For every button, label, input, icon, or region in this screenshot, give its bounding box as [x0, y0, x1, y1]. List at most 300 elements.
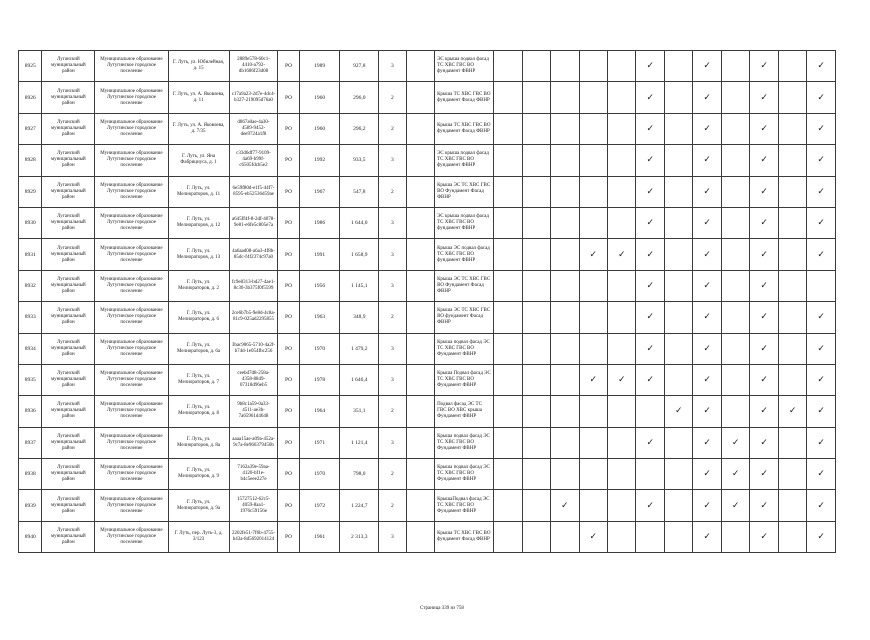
empty-check-cell	[522, 521, 550, 552]
empty-cell	[406, 239, 434, 270]
district-cell: Луганский муниципальный район	[42, 490, 95, 521]
empty-check-cell	[608, 176, 636, 207]
empty-check-cell	[551, 302, 579, 333]
address-cell: Г. Луть, ул. Мелиораторов, д. 11	[168, 176, 229, 207]
empty-check-cell	[778, 207, 806, 238]
empty-check-cell	[579, 207, 607, 238]
checkmark-icon: ✓	[750, 302, 778, 333]
empty-cell	[406, 176, 434, 207]
checkmark-icon: ✓	[636, 207, 664, 238]
empty-check-cell	[551, 270, 579, 301]
empty-check-cell	[579, 113, 607, 144]
checkmark-icon: ✓	[750, 145, 778, 176]
table-row	[19, 427, 836, 458]
address-cell: Г. Луть, ул. Юбилейная, д. 15	[168, 51, 229, 82]
checkmark-icon: ✓	[807, 364, 836, 395]
form-cell: РО	[278, 145, 299, 176]
guid-cell: 7162a39e-59aa-4120-bf1e-b4c5eee227e	[229, 459, 278, 490]
checkmark-icon: ✓	[750, 270, 778, 301]
empty-check-cell	[608, 427, 636, 458]
checkmark-icon: ✓	[693, 333, 721, 364]
empty-check-cell	[551, 521, 579, 552]
form-cell: РО	[278, 207, 299, 238]
address-cell: Г. Луть, ул. Мелиораторов, д. 12	[168, 207, 229, 238]
row-number: 8937	[19, 427, 42, 458]
empty-check-cell	[522, 82, 550, 113]
empty-check-cell	[608, 145, 636, 176]
floors-cell: 3	[379, 145, 406, 176]
form-cell: РО	[278, 521, 299, 552]
empty-check-cell	[721, 51, 749, 82]
checkmark-icon: ✓	[693, 145, 721, 176]
empty-check-cell	[579, 333, 607, 364]
empty-check-cell	[494, 207, 522, 238]
empty-check-cell	[522, 459, 550, 490]
works-cell: ЭС крыша подвал фасад ТС ХВС ГВС ВО фундамент ФВНР	[435, 51, 494, 82]
empty-check-cell	[608, 82, 636, 113]
checkmark-icon: ✓	[579, 521, 607, 552]
empty-check-cell	[494, 145, 522, 176]
works-cell: Крыша ТС ХВС ГВС ВО фундамент Фасад ФВНР	[435, 82, 494, 113]
empty-check-cell	[608, 302, 636, 333]
checkmark-icon: ✓	[750, 176, 778, 207]
works-cell: КрышаПодвал фасад ЭС ТС ХВС ГВС ВО Фундамент ФВНР	[435, 490, 494, 521]
checkmark-icon: ✓	[636, 427, 664, 458]
year-cell: 1978	[299, 364, 340, 395]
empty-check-cell	[721, 302, 749, 333]
empty-check-cell	[721, 239, 749, 270]
empty-check-cell	[664, 302, 692, 333]
checkmark-icon: ✓	[807, 176, 836, 207]
checkmark-icon: ✓	[636, 490, 664, 521]
empty-cell	[406, 207, 434, 238]
guid-cell: 4a6aad08-a6a3-4f8b-85dc-f4f2374c97a0	[229, 239, 278, 270]
checkmark-icon: ✓	[807, 396, 836, 427]
empty-check-cell	[664, 459, 692, 490]
empty-check-cell	[494, 302, 522, 333]
settlement-cell: Муниципальное образование Лутугинское городское поселение	[95, 521, 168, 552]
empty-check-cell	[551, 239, 579, 270]
checkmark-icon: ✓	[693, 239, 721, 270]
table-row	[19, 239, 836, 270]
checkmark-icon: ✓	[750, 113, 778, 144]
year-cell: 1956	[299, 270, 340, 301]
empty-check-cell	[664, 490, 692, 521]
settlement-cell: Муниципальное образование Лутугинское городское поселение	[95, 459, 168, 490]
area-cell: 547,8	[340, 176, 379, 207]
empty-check-cell	[494, 333, 522, 364]
empty-check-cell	[664, 364, 692, 395]
settlement-cell: Муниципальное образование Лутугинское городское поселение	[95, 113, 168, 144]
row-number: 8932	[19, 270, 42, 301]
checkmark-icon: ✓	[693, 51, 721, 82]
empty-check-cell	[778, 51, 806, 82]
checkmark-icon: ✓	[807, 207, 836, 238]
address-cell: Г. Луть, ул. А. Яковлева, д. 7/35	[168, 113, 229, 144]
empty-check-cell	[636, 521, 664, 552]
settlement-cell: Муниципальное образование Лутугинское городское поселение	[95, 207, 168, 238]
empty-check-cell	[551, 176, 579, 207]
settlement-cell: Муниципальное образование Лутугинское городское поселение	[95, 302, 168, 333]
table-row	[19, 521, 836, 552]
empty-check-cell	[551, 145, 579, 176]
year-cell: 1992	[299, 145, 340, 176]
checkmark-icon: ✓	[693, 270, 721, 301]
area-cell: 1 479,2	[340, 333, 379, 364]
empty-check-cell	[608, 459, 636, 490]
floors-cell: 2	[379, 459, 406, 490]
settlement-cell: Муниципальное образование Лутугинское городское поселение	[95, 427, 168, 458]
empty-check-cell	[579, 459, 607, 490]
checkmark-icon: ✓	[693, 521, 721, 552]
row-number: 8927	[19, 113, 42, 144]
area-cell: 798,0	[340, 459, 379, 490]
form-cell: РО	[278, 459, 299, 490]
empty-check-cell	[551, 51, 579, 82]
empty-check-cell	[664, 207, 692, 238]
empty-check-cell	[522, 176, 550, 207]
empty-check-cell	[494, 490, 522, 521]
floors-cell: 2	[379, 176, 406, 207]
table-row	[19, 396, 836, 427]
guid-cell: 2202fe51-7f6b-4755-b43a-8d5692014124	[229, 521, 278, 552]
empty-check-cell	[494, 459, 522, 490]
empty-check-cell	[522, 333, 550, 364]
checkmark-icon: ✓	[807, 82, 836, 113]
empty-check-cell	[494, 239, 522, 270]
empty-check-cell	[494, 51, 522, 82]
district-cell: Луганский муниципальный район	[42, 51, 95, 82]
empty-check-cell	[551, 396, 579, 427]
checkmark-icon: ✓	[636, 176, 664, 207]
district-cell: Луганский муниципальный район	[42, 459, 95, 490]
table-row	[19, 145, 836, 176]
empty-check-cell	[807, 270, 836, 301]
checkmark-icon: ✓	[693, 396, 721, 427]
settlement-cell: Муниципальное образование Лутугинское городское поселение	[95, 270, 168, 301]
empty-cell	[406, 427, 434, 458]
form-cell: РО	[278, 427, 299, 458]
district-cell: Луганский муниципальный район	[42, 176, 95, 207]
checkmark-icon: ✓	[721, 490, 749, 521]
works-cell: Крыша подвал фасад ЭС ТС ХВС ГВС ВО Фундамент ФВНР	[435, 459, 494, 490]
year-cell: 1989	[299, 51, 340, 82]
guid-cell: 9b8c1a59-0a33-4511-ae3b-7a65961d4648	[229, 396, 278, 427]
area-cell: 348,9	[340, 302, 379, 333]
checkmark-icon: ✓	[693, 364, 721, 395]
area-cell: 927,8	[340, 51, 379, 82]
empty-check-cell	[522, 364, 550, 395]
address-cell: Г. Луть, ул. Мелиораторов, д. 13	[168, 239, 229, 270]
checkmark-icon: ✓	[636, 51, 664, 82]
empty-check-cell	[494, 270, 522, 301]
form-cell: РО	[278, 396, 299, 427]
empty-cell	[406, 364, 434, 395]
address-cell: Г. Луть, ул. Мелиораторов, д. 6	[168, 302, 229, 333]
address-cell: Г. Луть, ул. Мелиораторов, д. 8а	[168, 427, 229, 458]
floors-cell: 2	[379, 302, 406, 333]
form-cell: РО	[278, 333, 299, 364]
empty-check-cell	[494, 113, 522, 144]
table-row	[19, 176, 836, 207]
checkmark-icon: ✓	[807, 459, 836, 490]
district-cell: Луганский муниципальный район	[42, 82, 95, 113]
table-row	[19, 302, 836, 333]
checkmark-icon: ✓	[636, 82, 664, 113]
empty-check-cell	[522, 270, 550, 301]
checkmark-icon: ✓	[750, 521, 778, 552]
settlement-cell: Муниципальное образование Лутугинское городское поселение	[95, 82, 168, 113]
works-cell: Крыша ЭС подвал фасад ТС ХВС ГВС ВО фундамент ФВНР	[435, 239, 494, 270]
checkmark-icon: ✓	[750, 333, 778, 364]
year-cell: 1986	[299, 207, 340, 238]
floors-cell: 2	[379, 113, 406, 144]
area-cell: 1 121,4	[340, 427, 379, 458]
checkmark-icon: ✓	[750, 364, 778, 395]
form-cell: РО	[278, 490, 299, 521]
address-cell: Г. Луть, ул. Мелиораторов, д. 7	[168, 364, 229, 395]
checkmark-icon: ✓	[636, 113, 664, 144]
row-number: 8940	[19, 521, 42, 552]
empty-check-cell	[608, 521, 636, 552]
empty-cell	[406, 521, 434, 552]
guid-cell: aaaa15ae-a09a-452a-9c7a-8e966379450b	[229, 427, 278, 458]
checkmark-icon: ✓	[693, 113, 721, 144]
area-cell: 1 224,7	[340, 490, 379, 521]
checkmark-icon: ✓	[750, 427, 778, 458]
year-cell: 1991	[299, 239, 340, 270]
row-number: 8938	[19, 459, 42, 490]
table-row	[19, 459, 836, 490]
empty-check-cell	[636, 396, 664, 427]
row-number: 8931	[19, 239, 42, 270]
settlement-cell: Муниципальное образование Лутугинское городское поселение	[95, 333, 168, 364]
empty-check-cell	[551, 364, 579, 395]
empty-check-cell	[579, 176, 607, 207]
checkmark-icon: ✓	[750, 396, 778, 427]
district-cell: Луганский муниципальный район	[42, 333, 95, 364]
address-cell: Г. Луть, ул. Мелиораторов, д. 6а	[168, 333, 229, 364]
empty-cell	[406, 82, 434, 113]
empty-check-cell	[551, 207, 579, 238]
empty-check-cell	[551, 82, 579, 113]
address-cell: Г. Луть, пер. Луть-3, д. 3/123	[168, 521, 229, 552]
checkmark-icon: ✓	[693, 302, 721, 333]
floors-cell: 2	[379, 396, 406, 427]
floors-cell: 3	[379, 427, 406, 458]
empty-check-cell	[721, 521, 749, 552]
empty-check-cell	[579, 270, 607, 301]
district-cell: Луганский муниципальный район	[42, 207, 95, 238]
guid-cell: a645ff4f-8-2df-4078-9e81-e6fe5c805e7a	[229, 207, 278, 238]
district-cell: Луганский муниципальный район	[42, 427, 95, 458]
checkmark-icon: ✓	[636, 364, 664, 395]
works-cell: Крыша подвал фасад ЭС ТС ХВС ГВС ВО Фундамент ФВНР	[435, 427, 494, 458]
year-cell: 1970	[299, 333, 340, 364]
works-cell: Крыша ТС ХВС ГВС ВО фундамент Фасад ФВНР	[435, 113, 494, 144]
empty-check-cell	[664, 176, 692, 207]
table-row	[19, 82, 836, 113]
empty-cell	[406, 51, 434, 82]
checkmark-icon: ✓	[750, 82, 778, 113]
empty-check-cell	[522, 490, 550, 521]
checkmark-icon: ✓	[636, 270, 664, 301]
empty-check-cell	[494, 364, 522, 395]
checkmark-icon: ✓	[721, 427, 749, 458]
district-cell: Луганский муниципальный район	[42, 113, 95, 144]
guid-cell: ceebd7d8-258a-4358-8849-07318d96eb5	[229, 364, 278, 395]
empty-check-cell	[721, 364, 749, 395]
area-cell: 933,5	[340, 145, 379, 176]
empty-check-cell	[608, 396, 636, 427]
empty-check-cell	[778, 176, 806, 207]
empty-check-cell	[579, 396, 607, 427]
row-number: 8930	[19, 207, 42, 238]
empty-check-cell	[579, 51, 607, 82]
empty-check-cell	[551, 113, 579, 144]
empty-check-cell	[494, 396, 522, 427]
works-cell: Крыша Подвал фасад ЭС ТС ХВС ГВС ВО Фундамент ФВНР	[435, 364, 494, 395]
register-table-sheet	[18, 50, 836, 553]
empty-check-cell	[721, 176, 749, 207]
empty-cell	[406, 302, 434, 333]
empty-check-cell	[551, 459, 579, 490]
year-cell: 1964	[299, 396, 340, 427]
checkmark-icon: ✓	[807, 239, 836, 270]
row-number: 8929	[19, 176, 42, 207]
empty-check-cell	[664, 82, 692, 113]
table-row	[19, 207, 836, 238]
empty-check-cell	[778, 364, 806, 395]
empty-check-cell	[721, 113, 749, 144]
address-cell: Г. Луть, ул. Мелиораторов, д. 2	[168, 270, 229, 301]
page-counter: Страница 339 из 758	[420, 606, 464, 611]
settlement-cell: Муниципальное образование Лутугинское городское поселение	[95, 239, 168, 270]
floors-cell: 3	[379, 521, 406, 552]
empty-check-cell	[636, 459, 664, 490]
floors-cell: 3	[379, 364, 406, 395]
empty-check-cell	[664, 427, 692, 458]
form-cell: РО	[278, 176, 299, 207]
empty-check-cell	[608, 207, 636, 238]
district-cell: Луганский муниципальный район	[42, 302, 95, 333]
district-cell: Луганский муниципальный район	[42, 396, 95, 427]
empty-check-cell	[778, 270, 806, 301]
empty-check-cell	[522, 145, 550, 176]
row-number: 8928	[19, 145, 42, 176]
row-number: 8939	[19, 490, 42, 521]
form-cell: РО	[278, 82, 299, 113]
form-cell: РО	[278, 51, 299, 82]
year-cell: 1961	[299, 521, 340, 552]
row-number: 8933	[19, 302, 42, 333]
empty-check-cell	[721, 270, 749, 301]
checkmark-icon: ✓	[636, 145, 664, 176]
empty-check-cell	[778, 302, 806, 333]
empty-check-cell	[579, 145, 607, 176]
empty-check-cell	[664, 51, 692, 82]
empty-cell	[406, 113, 434, 144]
district-cell: Луганский муниципальный район	[42, 145, 95, 176]
guid-cell: 15727512-62c5-4059-8aa1-1976c59156e	[229, 490, 278, 521]
checkmark-icon: ✓	[579, 239, 607, 270]
works-cell: Крыша ЭС ТС ХВС ГВС ВО Фундамент Фасад ФВНР	[435, 270, 494, 301]
checkmark-icon: ✓	[636, 333, 664, 364]
empty-check-cell	[721, 82, 749, 113]
empty-check-cell	[778, 82, 806, 113]
empty-check-cell	[579, 82, 607, 113]
empty-check-cell	[608, 113, 636, 144]
year-cell: 1960	[299, 82, 340, 113]
checkmark-icon: ✓	[693, 207, 721, 238]
floors-cell: 3	[379, 270, 406, 301]
guid-cell: 6e59f80d-e1f5-44f7-8595-eb52536d59ae	[229, 176, 278, 207]
area-cell: 1 658,9	[340, 239, 379, 270]
empty-check-cell	[522, 51, 550, 82]
settlement-cell: Муниципальное образование Лутугинское городское поселение	[95, 364, 168, 395]
table-row	[19, 270, 836, 301]
empty-check-cell	[608, 270, 636, 301]
row-number: 8935	[19, 364, 42, 395]
area-cell: 1 145,1	[340, 270, 379, 301]
empty-cell	[406, 459, 434, 490]
settlement-cell: Муниципальное образование Лутугинское городское поселение	[95, 51, 168, 82]
works-cell: Крыша ТС ХВС ГВС ВО фундамент Фасад ФВНР	[435, 521, 494, 552]
checkmark-icon: ✓	[750, 207, 778, 238]
guid-cell: c17a9a23-2d7e-4dc4-b327-219095d76a0	[229, 82, 278, 113]
checkmark-icon: ✓	[608, 239, 636, 270]
works-cell: Крыша подвал фасад ЭС ТС ХВС ГВС ВО Фундамент ФВНР	[435, 333, 494, 364]
checkmark-icon: ✓	[807, 521, 836, 552]
empty-check-cell	[778, 521, 806, 552]
district-cell: Луганский муниципальный район	[42, 239, 95, 270]
checkmark-icon: ✓	[693, 82, 721, 113]
district-cell: Луганский муниципальный район	[42, 364, 95, 395]
checkmark-icon: ✓	[693, 427, 721, 458]
empty-check-cell	[522, 207, 550, 238]
settlement-cell: Муниципальное образование Лутугинское городское поселение	[95, 396, 168, 427]
checkmark-icon: ✓	[807, 490, 836, 521]
area-cell: 296,2	[340, 113, 379, 144]
address-cell: Г. Луть, ул. Мелиораторов, д. 9а	[168, 490, 229, 521]
form-cell: РО	[278, 302, 299, 333]
guid-cell: c33d6df77-9109-4a69-b99f-c6505fdcb5e2	[229, 145, 278, 176]
row-number: 8925	[19, 51, 42, 82]
form-cell: РО	[278, 113, 299, 144]
year-cell: 1963	[299, 302, 340, 333]
floors-cell: 2	[379, 82, 406, 113]
table-body	[19, 51, 836, 553]
form-cell: РО	[278, 239, 299, 270]
year-cell: 1967	[299, 176, 340, 207]
works-cell: ЭС крыша подвал фасад ТС ХВС ГВС ВО фундамент ФВНР	[435, 145, 494, 176]
checkmark-icon: ✓	[579, 364, 607, 395]
register-table	[18, 50, 836, 553]
checkmark-icon: ✓	[636, 302, 664, 333]
settlement-cell: Муниципальное образование Лутугинское городское поселение	[95, 145, 168, 176]
address-cell: Г. Луть, ул. Мелиораторов, д. 9	[168, 459, 229, 490]
empty-check-cell	[721, 333, 749, 364]
row-number: 8926	[19, 82, 42, 113]
empty-check-cell	[579, 427, 607, 458]
year-cell: 1970	[299, 459, 340, 490]
checkmark-icon: ✓	[721, 459, 749, 490]
empty-check-cell	[522, 427, 550, 458]
row-number: 8936	[19, 396, 42, 427]
empty-check-cell	[721, 207, 749, 238]
checkmark-icon: ✓	[778, 396, 806, 427]
empty-check-cell	[551, 427, 579, 458]
